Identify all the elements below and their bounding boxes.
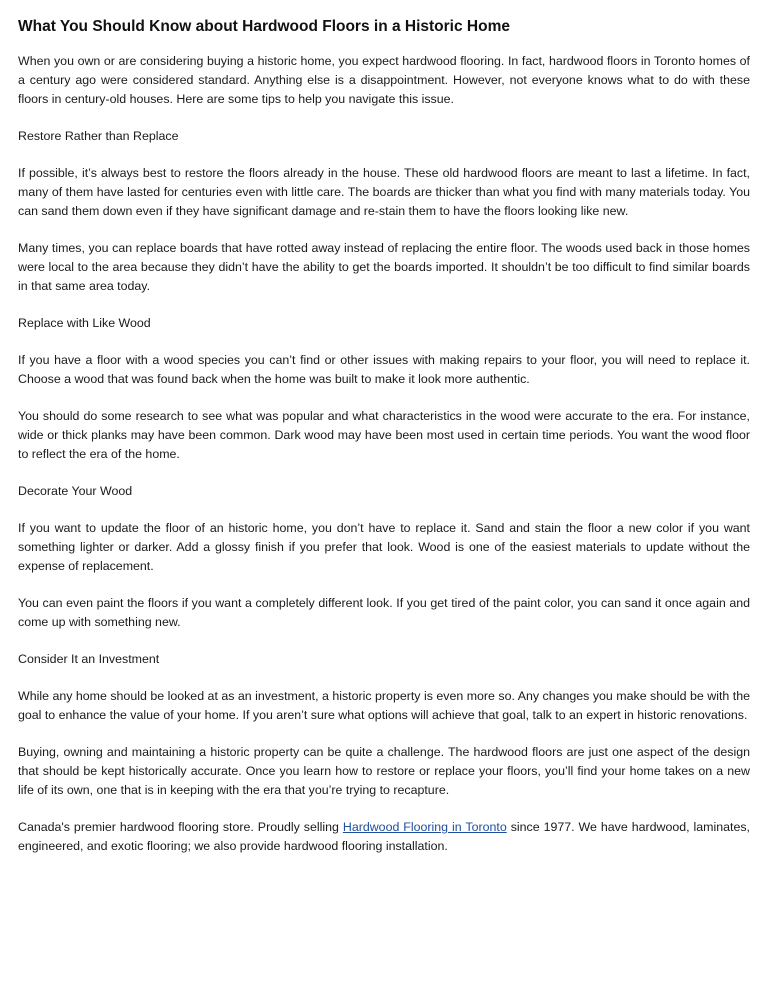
intro-paragraph: When you own or are considering buying a historic home, you expect hardwood flooring. In fact, hardwood floors in Toronto homes of a century ago were considered standard. Anything else is a disappointment. However, not everyone knows what to do with these floors in century-old houses. Here are some tips to help you navigate this issue. xyxy=(18,54,750,106)
section-heading-decorate: Decorate Your Wood xyxy=(18,484,133,498)
restore-paragraph-1: If possible, it’s always best to restore the floors already in the house. These old hardwood floors are meant to last a lifetime. In fact, many of them have lasted for centuries even with little care. The boards are thicker than what you find with many materials today. You can sand them down even if they have significant damage and re-stain them to have the floors looking like new. xyxy=(18,166,750,218)
footer-paragraph xyxy=(18,818,750,856)
hardwood-flooring-link[interactable]: Hardwood Flooring in Toronto xyxy=(342,820,507,834)
decorate-paragraph-1: If you want to update the floor of an historic home, you don’t have to replace it. Sand and stain the floor a new color if you want something lighter or darker. Add a glossy finish if you prefer that look. Wood is one of the easiest materials to update without the expense of replacement. xyxy=(18,521,750,573)
investment-paragraph-2: Buying, owning and maintaining a historic property can be quite a challenge. The hardwood floors are just one aspect of the design that should be kept historically accurate. Once you learn how to restore or replace your floors, you’ll find your home takes on a new life of its own, one that is in keeping with the era that you’re trying to recapture. xyxy=(18,745,750,797)
section-heading-investment: Consider It an Investment xyxy=(18,652,160,666)
footer-text-after-link: since 1977. We have hardwood, laminates, engineered, and exotic flooring; we also provide hardwood flooring installation. xyxy=(18,820,751,853)
decorate-paragraph-2: You can even paint the floors if you want a completely different look. If you get tired of the paint color, you can sand it once again and come up with something new. xyxy=(18,596,750,629)
document-title: What You Should Know about Hardwood Floors in a Historic Home xyxy=(18,18,510,35)
restore-paragraph-2: Many times, you can replace boards that have rotted away instead of replacing the entire floor. The woods used back in those homes were local to the area because they didn’t have the ability to get the boards imported. It shouldn’t be too difficult to find similar boards in that same area today. xyxy=(18,241,750,293)
replace-paragraph-2: You should do some research to see what was popular and what characteristics in the wood were accurate to the era. For instance, wide or thick planks may have been common. Dark wood may have been most used in certain time periods. You want the wood floor to reflect the era of the home. xyxy=(18,409,750,461)
footer-text-before-link: Canada's premier hardwood flooring store. Proudly selling xyxy=(18,820,343,834)
replace-paragraph-1: If you have a floor with a wood species you can’t find or other issues with making repairs to your floor, you will need to replace it. Choose a wood that was found back when the home was built to make it look more authentic. xyxy=(18,353,750,386)
section-heading-replace: Replace with Like Wood xyxy=(18,316,151,330)
investment-paragraph-1: While any home should be looked at as an investment, a historic property is even more so. Any changes you make should be with the goal to enhance the value of your home. If you aren’t sure what options will achieve that goal, talk to an expert in historic renovations. xyxy=(18,689,750,722)
section-heading-restore: Restore Rather than Replace xyxy=(18,129,179,143)
